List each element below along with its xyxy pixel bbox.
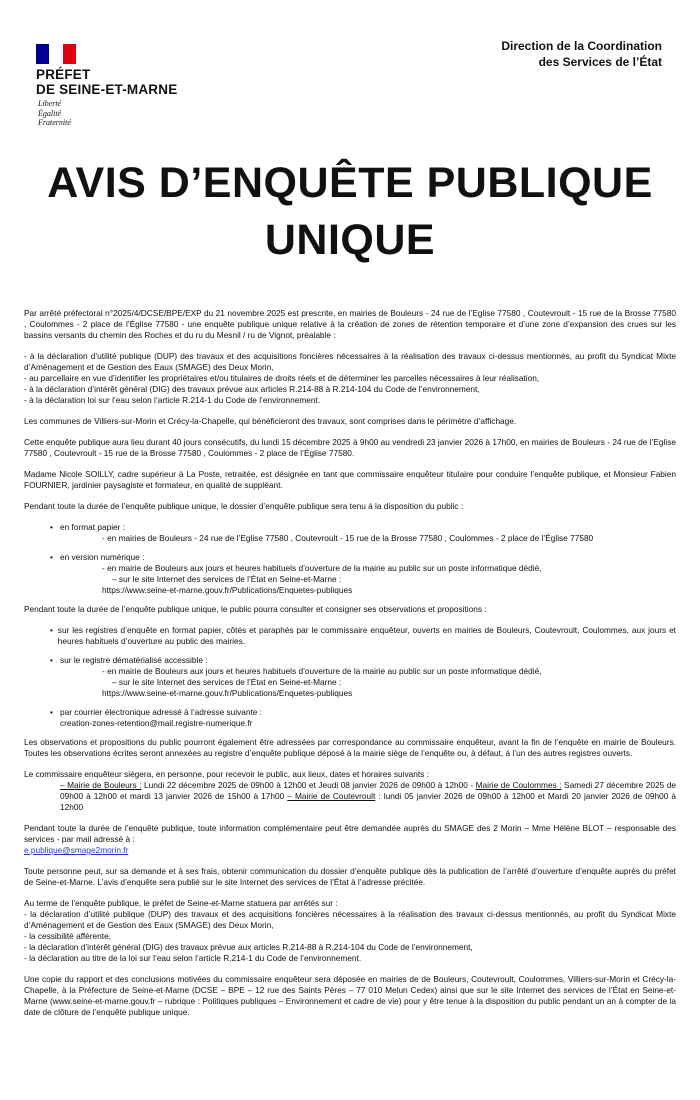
paragraph-communes: Les communes de Villiers-sur-Morin et Crécy-la-Chapelle, qui bénéficieront des travaux, sont comprises dans le périmètre d’affichage. bbox=[24, 416, 517, 426]
permanences-schedule: – Mairie de Bouleurs : Lundi 22 décembre 2025 de 09h00 à 12h00 et Jeudi 08 janvier 2026 de 09h00 à 12h00 - Mairie de Coulommes : Samedi 27 décembre 2025 de 09h00 à 12h00 et mardi 13 janvier 2026 de 15h00 à 17h00 – Mairie de Coutevroult : lundi 05 janvier 2026 de 09h00 à 12h00 et Mardi 20 janvier 2026 de 09h00 à 12h00 bbox=[60, 780, 676, 812]
dossier-digital-item: • en version numérique : - en mairie de Bouleurs aux jours et heures habituels d’ouverture de la mairie au public sur un poste informatique dédié, – sur le site Internet des services de l’État en Seine-et-Marne : https://www.seine-et-marne.gouv.fr/Publications/Enquetes-publiques bbox=[50, 552, 676, 596]
bullet-icon: • bbox=[50, 552, 53, 562]
page-title bbox=[0, 155, 700, 269]
paragraph-observations-intro: Pendant toute la durée de l’enquête publique unique, le public pourra consulter et consigner ses observations et propositions : bbox=[24, 604, 487, 614]
motto-fraternite: Fraternité bbox=[38, 118, 71, 127]
list-item: - la déclaration d’intérêt général (DIG) des travaux prévue aux articles R.214-88 à R.214-104 du Code de l’environnement, bbox=[24, 942, 473, 952]
title-line1: AVIS D’ENQUÊTE PUBLIQUE bbox=[47, 159, 653, 207]
republique-flag-logo bbox=[36, 44, 76, 64]
permanences-intro: Le commissaire enquêteur siégera, en personne, pour recevoir le public, aux lieux, dates et horaires suivants : bbox=[24, 769, 429, 779]
observations-email-item: • par courrier électronique adressé à l’adresse suivante : creation-zones-retention@mail.registre-numerique.fr bbox=[50, 707, 676, 729]
paragraph-duree: Cette enquête publique aura lieu durant 40 jours consécutifs, du lundi 15 décembre 2025 à 9h00 au vendredi 23 janvier 2026 à 17h00, en mairies de Bouleurs - 24 rue de l’Eglise 77580 , Coutevroult - 15 rue de la Brosse 77580 , Coulommes - 2 place de l’Église 77580. bbox=[24, 437, 676, 458]
permanences-section bbox=[24, 769, 676, 813]
dematerial-url-link[interactable]: https://www.seine-et-marne.gouv.fr/Publications/Enquetes-publiques bbox=[102, 688, 353, 698]
motto-egalite: Égalité bbox=[38, 108, 62, 118]
observations-dematerial-item: • sur le registre dématérialisé accessible : - en mairie de Bouleurs aux jours et heures habituels d’ouverture de la mairie au public sur un poste informatique dédié, – sur le site Internet des services de l’État en Seine-et-Marne : https://www.seine-et-marne.gouv.fr/Publications/Enquetes-publiques bbox=[50, 655, 676, 699]
list-item: - la déclaration au titre de la loi sur l’eau selon l’article R.214-1 du Code de l’environnement. bbox=[24, 953, 362, 963]
bullet-icon: • bbox=[50, 655, 53, 665]
paragraph-arrete: Par arrêté préfectoral n°2025/4/DCSE/BPE/EXP du 21 novembre 2025 est prescrite, en mairies de Bouleurs - 24 rue de l’Eglise 77580 , Coutevroult - 15 rue de la Brosse 77580 , Coulommes - 2 place de l’Église 77580 - une enquête publique unique relative à la création de zones de rétention temporaire et d’une zone d’expansion des crues sur les bassins versants du chemin des Roches et du ru du Mesnil / ru de Vignot, préalable : bbox=[24, 308, 676, 340]
list-item: - à la déclaration loi sur l’eau selon l’article R.214-1 du Code de l’environnement. bbox=[24, 395, 321, 405]
notice-body bbox=[24, 308, 676, 1028]
list-item: - à la déclaration d’intérêt général (DIG) des travaux prévue aux articles R.214-88 à R.214-104 du Code de l’environnement, bbox=[24, 384, 480, 394]
dossier-paper-item: • en format papier : - en mairies de Bouleurs - 24 rue de l’Eglise 77580 , Coutevroult - 15 rue de la Brosse 77580 , Coulommes - 2 place de l’Église 77580 bbox=[50, 522, 594, 543]
prefet-line2: DE SEINE-ET-MARNE bbox=[36, 82, 178, 97]
list-item: - la déclaration d’utilité publique (DUP) des travaux et des acquisitions foncières nécessaires à la réalisation des travaux ci-dessus mentionnés, au profit du Syndicat Mixte d’Aménagement et de Gestion des Eaux (SMAGE) des Deux Morin, bbox=[24, 909, 676, 930]
direction-header bbox=[501, 38, 662, 70]
paragraph-correspondance: Les observations et propositions du public pourront également être adressées par correspondance au commissaire enquêteur, avant la fin de l’enquête en mairie de Bouleurs. Toutes les observations écrites seront annexées au registre d’enquête publique déposé à la mairie siège de l’enquête ou, à défaut, à l’un des autres registres ouverts. bbox=[24, 737, 676, 758]
motto-liberte: Liberté bbox=[38, 99, 62, 108]
registre-email-link[interactable]: creation-zones-retention@mail.registre-numerique.fr bbox=[60, 718, 253, 728]
paragraph-terme: Au terme de l’enquête publique, le préfet de Seine-et-Marne statuera par arrêtés sur : bbox=[24, 898, 338, 908]
paragraph-communication: Toute personne peut, sur sa demande et à ses frais, obtenir communication du dossier d’enquête publique dès la publication de l’arrêté d’ouverture d’enquête auprès du préfet de Seine-et-Marne. L’avis d’enquête sera publié sur le site Internet des services de l’État à l’adresse précitée. bbox=[24, 866, 676, 887]
title-line2: UNIQUE bbox=[264, 216, 436, 264]
observations-registers-item: • sur les registres d’enquête en format papier, côtés et paraphés par le commissaire enquêteur, ouverts en mairies de Bouleurs, Coutevroult, Coulommes, aux jours et heures habituels d’ouverture au public des mairies. bbox=[50, 625, 676, 646]
paragraph-information: Pendant toute la durée de l’enquête publique, toute information complémentaire peut être demandée auprès du SMAGE des 2 Morin – Mme Hélène BLOT – responsable des services - par mail adressé à : e.publique@smage2morin.fr bbox=[24, 823, 676, 855]
prefecture-name bbox=[36, 67, 177, 97]
bullet-icon: • bbox=[50, 522, 53, 532]
republic-motto bbox=[38, 99, 71, 128]
dossier-url-link[interactable]: https://www.seine-et-marne.gouv.fr/Publications/Enquetes-publiques bbox=[102, 585, 353, 595]
prefet-line1: PRÉFET bbox=[36, 67, 91, 82]
direction-line2: des Services de l’État bbox=[538, 55, 662, 69]
paragraph-rapport: Une copie du rapport et des conclusions motivées du commissaire enquêteur sera déposée en mairies de de Bouleurs, Coutevroult, Coulommes, Villiers-sur-Morin et Crécy-la-Chapelle, à la Préfecture de Seine-et-Marne (DCSE – BPE – 12 rue des Saints Pères – 77 010 Melun Cedex) ainsi que sur le site Internet des services de l’État en Seine-et-Marne (www.seine-et-marne.gouv.fr – rubrique : Politiques publiques – Environnement et cadre de vie) pour y être tenue à la disposition du public pendant un an à compter de la date de clôture de l’enquête publique unique. bbox=[24, 974, 676, 1017]
paragraph-dossier-intro: Pendant toute la durée de l’enquête publique unique, le dossier d’enquête publique sera tenu à la disposition du public : bbox=[24, 501, 464, 511]
paragraph-commissaire: Madame Nicole SOILLY, cadre supérieur à La Poste, retraitée, est désignée en tant que commissaire enquêteur titulaire pour conduire l’enquête publique, et Monsieur Fabien FOURNIER, jardinier paysagiste et formateur, en qualité de suppléant. bbox=[24, 469, 676, 490]
direction-line1: Direction de la Coordination bbox=[501, 39, 662, 53]
list-item: - à la déclaration d’utilité publique (DUP) des travaux et des acquisitions foncières nécessaires à la réalisation des travaux ci-dessus mentionnés, au profit du Syndicat Mixte d’Aménagement et de Gestion des Eaux (SMAGE) des Deux Morin, bbox=[24, 351, 676, 372]
smage-email-link[interactable]: e.publique@smage2morin.fr bbox=[24, 845, 129, 855]
arretes-list bbox=[24, 909, 676, 964]
list-item: - la cessibilité afférente, bbox=[24, 931, 112, 941]
bullet-icon: • bbox=[50, 625, 53, 635]
list-item: - au parcellaire en vue d’identifier les propriétaires et/ou titulaires de droits réels et de déterminer les parcelles nécessaires à leur réalisation, bbox=[24, 373, 540, 383]
bullet-icon: • bbox=[50, 707, 53, 717]
prealable-list bbox=[24, 351, 676, 406]
